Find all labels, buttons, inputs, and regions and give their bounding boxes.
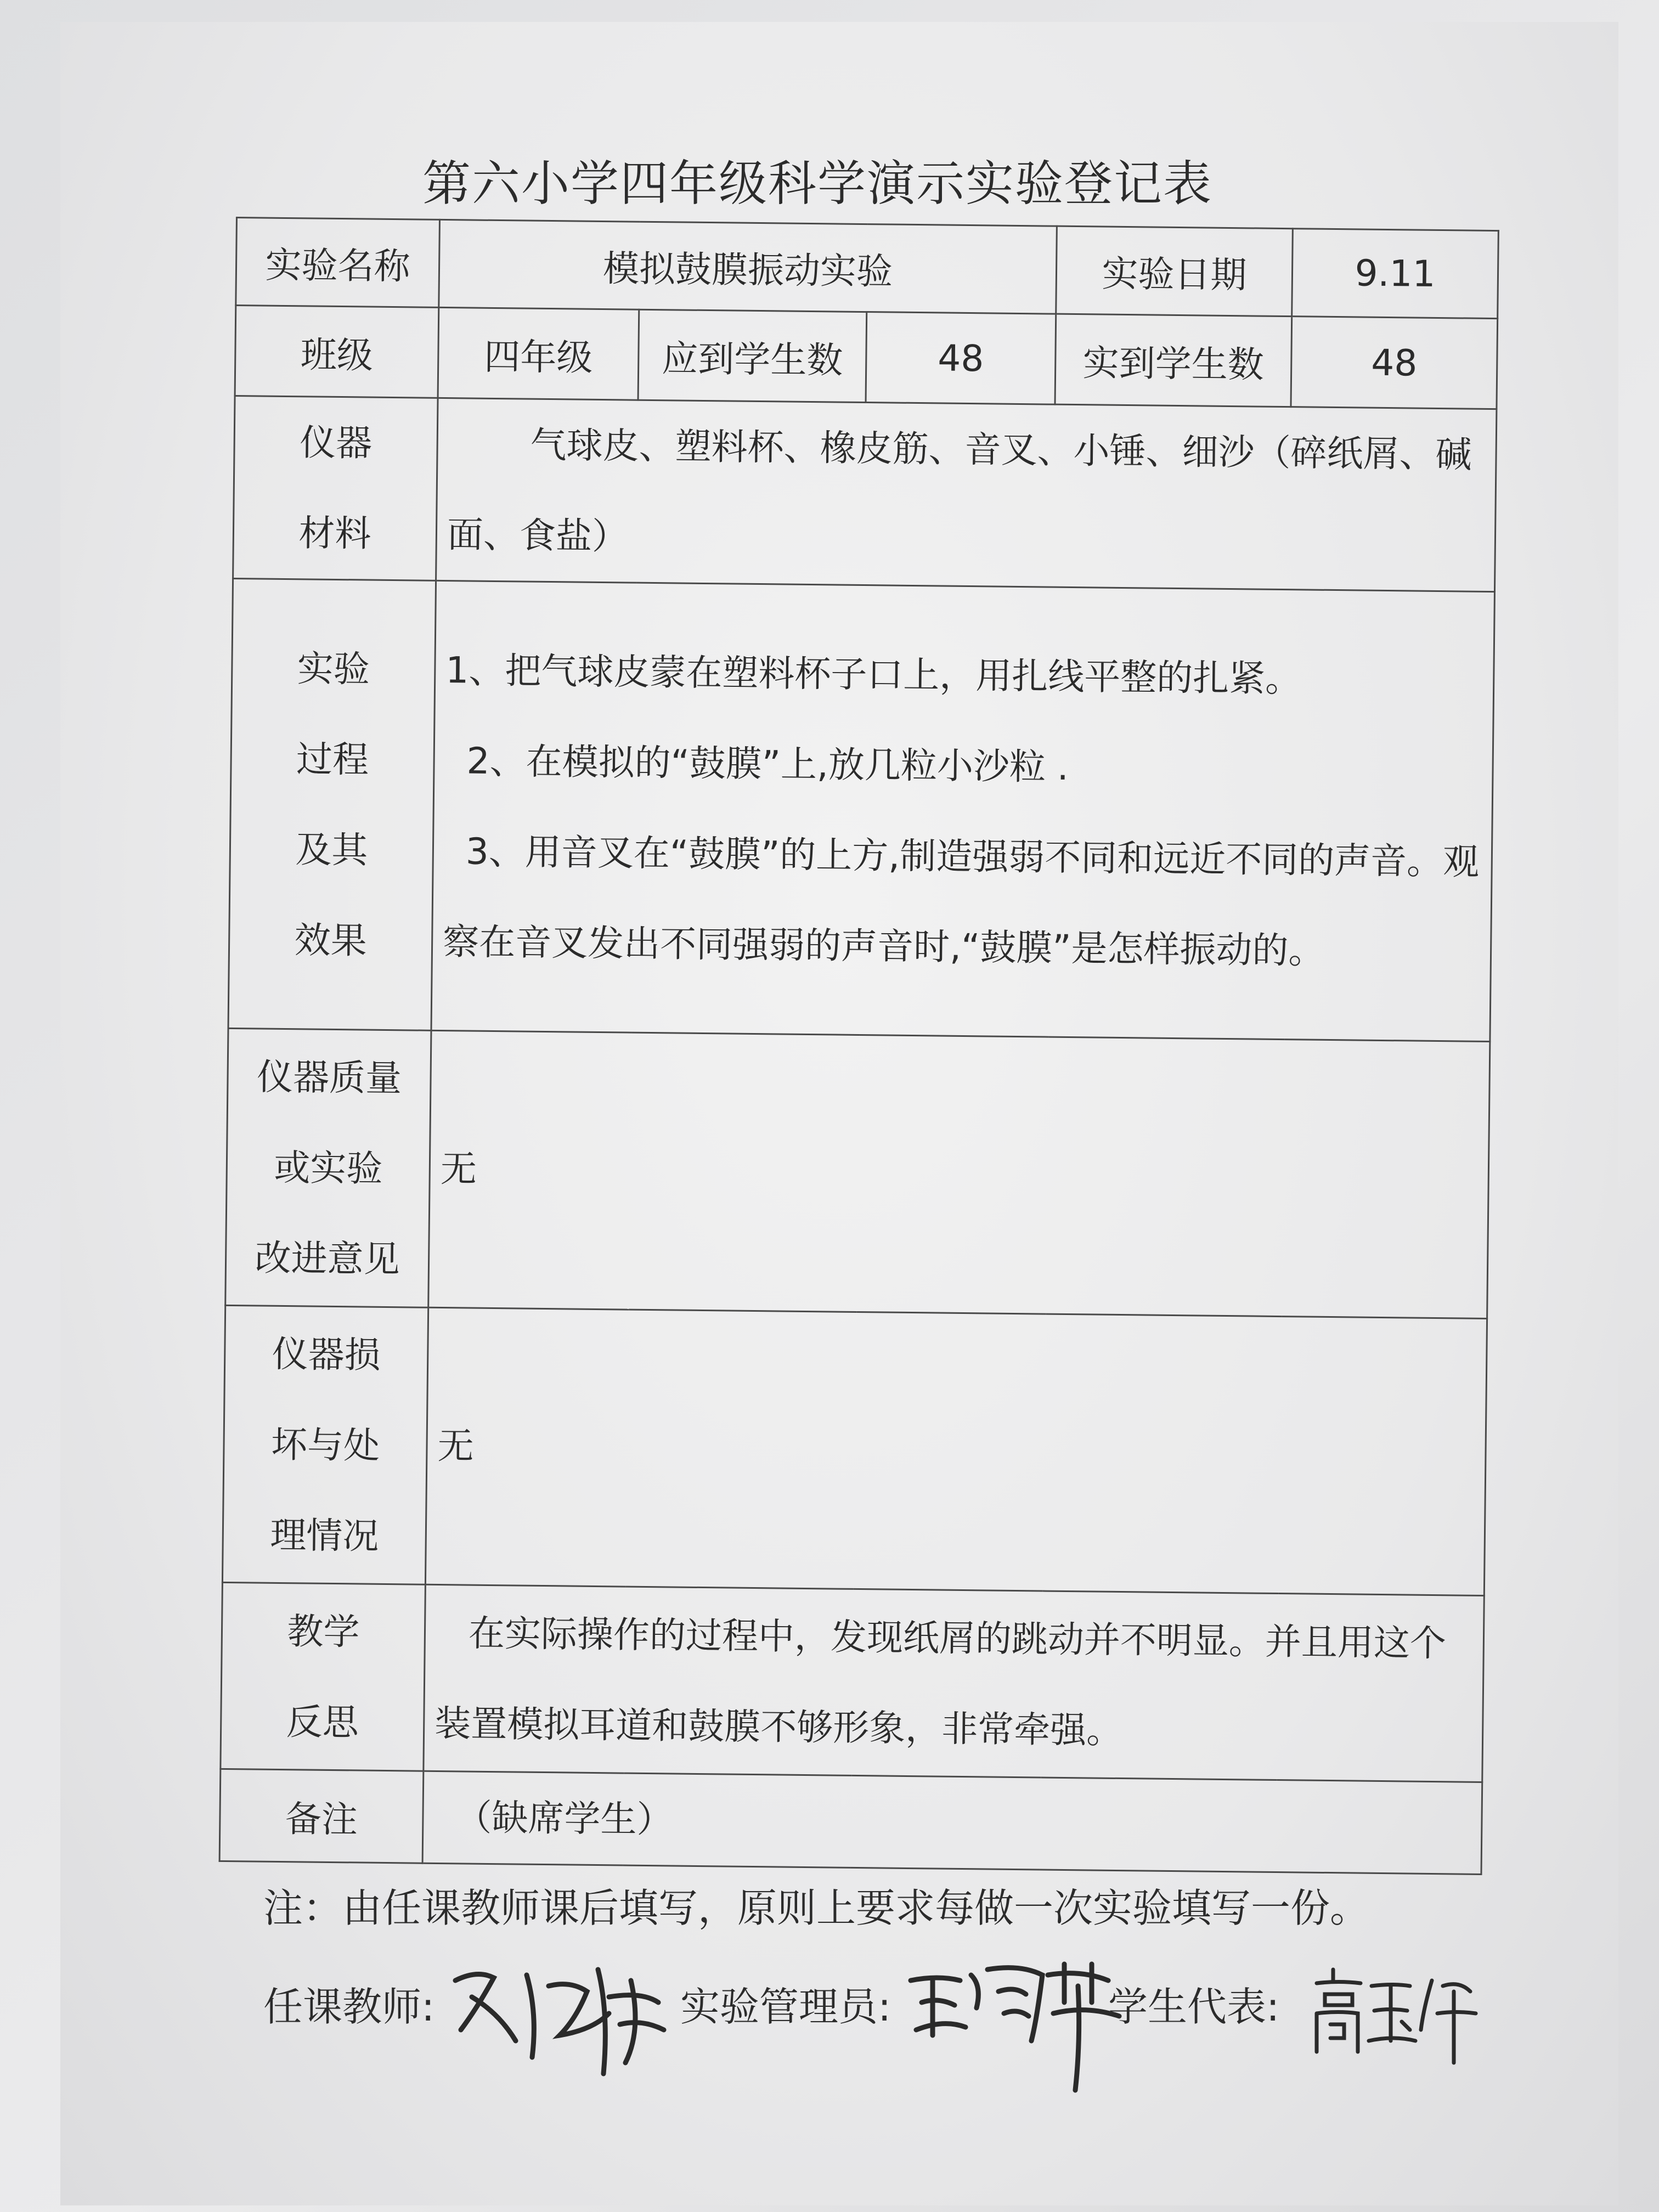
process-label: 实验 过程 及其 效果 — [228, 578, 436, 1030]
experiment-name-value: 模拟鼓膜振动实验 — [439, 219, 1057, 314]
student-label: 学生代表: — [1108, 1984, 1280, 2030]
student-signature-image — [1306, 1959, 1481, 2068]
class-value: 四年级 — [438, 307, 639, 400]
experiment-date-label: 实验日期 — [1056, 226, 1293, 316]
process-step-3: 3、用音叉在“鼓膜”的上方,制造强弱不同和远近不同的声音。观察在音叉发出不同强弱的声音时,“鼓膜”是怎样振动的。 — [442, 830, 1480, 972]
admin-label: 实验管理员: — [680, 1984, 891, 2030]
process-step-2: 2、在模拟的“鼓膜”上,放几粒小沙粒 . — [466, 739, 1069, 788]
quality-label: 仪器质量 或实验 改进意见 — [225, 1028, 431, 1307]
paper-sheet — [60, 22, 1618, 2205]
expected-students-value: 48 — [866, 312, 1056, 405]
process-step-1: 1、把气球皮蒙在塑料杯子口上，用扎线平整的扎紧。 — [445, 648, 1302, 700]
teacher-label: 任课教师: — [263, 1984, 435, 2030]
reflection-label: 教学 反思 — [221, 1582, 426, 1771]
experiment-date-value: 9.11 — [1292, 229, 1499, 319]
materials-label: 仪器 材料 — [233, 396, 438, 580]
process-steps — [431, 580, 1494, 1041]
reflection-value: 在实际操作的过程中，发现纸屑的跳动并不明显。并且用这个装置模拟耳道和鼓膜不够形象，非常牵强。 — [424, 1584, 1484, 1782]
registration-table — [219, 217, 1499, 1875]
expected-students-label: 应到学生数 — [638, 309, 867, 402]
footnote: 注：由任课教师课后填写，原则上要求每做一次实验填写一份。 — [263, 1885, 1370, 1931]
teacher-signature-image — [444, 1948, 675, 2079]
remarks-value: （缺席学生） — [422, 1771, 1482, 1874]
actual-students-label: 实到学生数 — [1055, 314, 1292, 407]
signature-row — [263, 1964, 1580, 2085]
damage-label: 仪器损 坏与处 理情况 — [222, 1305, 428, 1584]
quality-value: 无 — [428, 1030, 1490, 1318]
experiment-name-label: 实验名称 — [236, 218, 440, 308]
damage-value: 无 — [425, 1307, 1487, 1595]
admin-signature-image — [900, 1953, 1130, 2096]
actual-students-value: 48 — [1291, 317, 1498, 409]
class-label: 班级 — [235, 306, 439, 398]
form-title: 第六小学四年级科学演示实验登记表 — [422, 155, 1213, 212]
materials-value: 气球皮、塑料杯、橡皮筋、音叉、小锤、细沙（碎纸屑、碱面、食盐） — [436, 398, 1497, 591]
remarks-label: 备注 — [219, 1769, 424, 1863]
